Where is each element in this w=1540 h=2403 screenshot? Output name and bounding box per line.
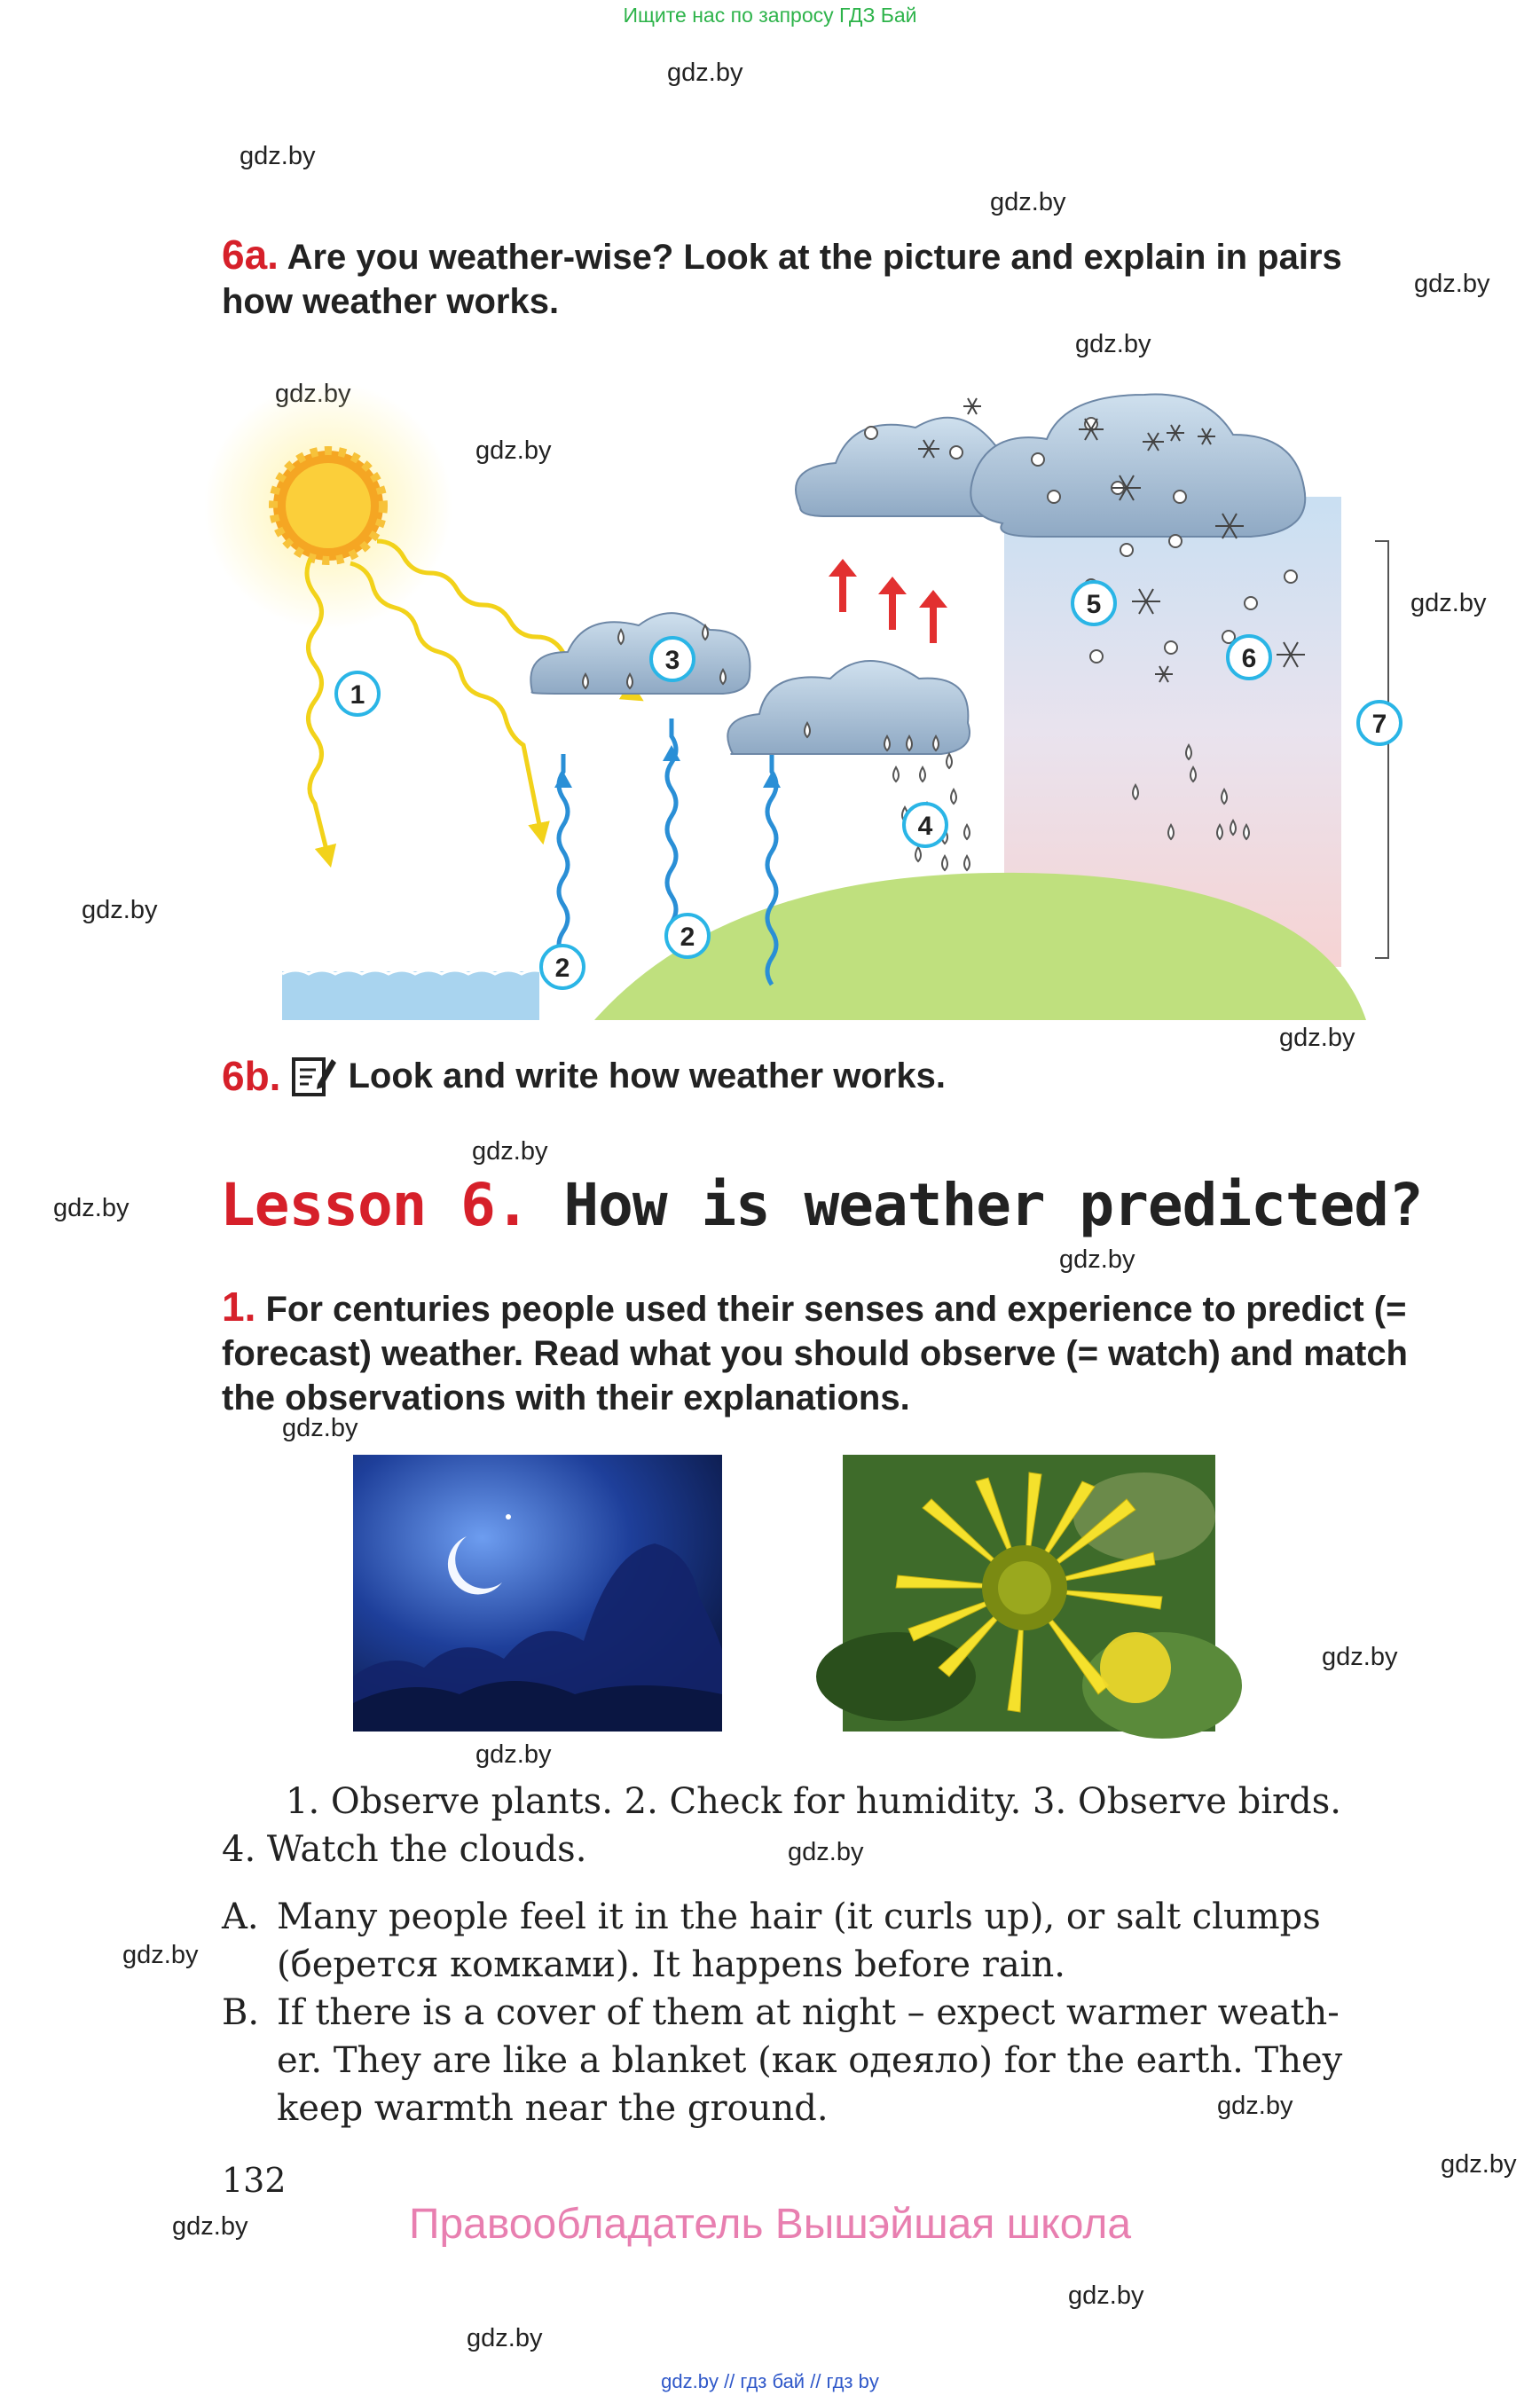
task-1-text: For centuries people used their senses and experience to predict (= forecast) weather. Read what you should observe (= watch) and match the observations with their explanations. [222,1290,1408,1417]
diagram-label-3: 3 [664,646,680,675]
watermark: gdz.by [82,896,158,924]
watermark: gdz.by [172,2212,248,2241]
weather-cycle-diagram [204,364,1387,1020]
watermark: gdz.by [1410,589,1487,617]
lesson-heading [220,1171,1423,1239]
explanation-b-line-1: If there is a cover of them at night – expect warmer weath- [277,1992,1340,2033]
lesson-number: Lesson 6. [220,1171,530,1239]
watermark: gdz.by [53,1194,130,1222]
rising-air-arrows [829,559,947,643]
explanation-b-line-2: er. They are like a blanket (как одеяло) for the earth. They [277,2040,1343,2081]
observations-line-2: 4. Watch the clouds. [222,1829,587,1870]
watermark: gdz.by [282,1414,358,1442]
explanation-a-letter: A. [222,1896,259,1937]
watermark: gdz.by [475,1740,552,1769]
watermark: gdz.by [1217,2092,1293,2120]
task-6b-text: Look and write how weather works. [348,1056,946,1095]
diagram-label-2a: 2 [554,954,570,983]
watermark: gdz.by [667,59,743,87]
copyright-notice: Правообладатель Вышэйшая школа [408,2201,1132,2248]
watermark: gdz.by [1322,1643,1398,1671]
water [282,971,539,1020]
diagram-label-5: 5 [1086,590,1102,619]
explanation-b-line-3: keep warmth near the ground. [277,2088,829,2129]
diagram-label-2b: 2 [680,923,695,952]
watermark: gdz.by [788,1838,864,1866]
watermark: gdz.by [1075,330,1151,358]
page-number: 132 [222,2161,287,2200]
bracket [1375,541,1388,958]
bottom-links[interactable]: gdz.by // гдз бай // гдз by [661,2370,879,2392]
sun-icon [204,381,452,630]
task-6a-number: 6a. [222,232,279,278]
snow-cloud-large [970,395,1305,537]
watermark: gdz.by [990,188,1066,216]
task-6b [222,1054,1410,1098]
watermark: gdz.by [475,436,552,465]
diagram-label-6: 6 [1241,644,1257,673]
task-1-number: 1. [222,1284,256,1330]
watermark: gdz.by [472,1137,548,1166]
lesson-title: How is weather predicted? [563,1171,1423,1239]
watermark: gdz.by [122,1941,199,1969]
watermark: gdz.by [1414,270,1490,298]
explanation-a-line-1: Many people feel it in the hair (it curls up), or salt clumps [277,1896,1321,1937]
explanation-b-letter: B. [222,1992,260,2033]
watermark: gdz.by [1068,2281,1144,2310]
rain-cloud-small [530,613,750,694]
watermark: gdz.by [1059,1245,1135,1274]
task-6b-number: 6b. [222,1053,281,1099]
pencil-notebook-icon [291,1054,337,1098]
observations-line-1: 1. Observe plants. 2. Check for humidity. 3. Observe birds. [286,1781,1341,1822]
diagram-label-1: 1 [350,680,365,710]
top-banner[interactable]: Ищите нас по запросу ГДЗ Бай [623,4,917,27]
watermark: gdz.by [1279,1024,1355,1052]
watermark: gdz.by [467,2324,543,2352]
moon-night-photo [353,1455,722,1732]
watermark: gdz.by [1441,2150,1517,2179]
diagram-label-4: 4 [917,812,933,841]
task-1 [222,1284,1410,1420]
diagram-label-7: 7 [1371,710,1387,739]
explanation-a-line-2: (берется комками). It happens before rain. [277,1944,1065,1985]
task-6a [222,232,1410,324]
watermark: gdz.by [240,142,316,170]
flower-photo [843,1455,1215,1732]
task-6a-text: Are you weather-wise? Look at the picture and explain in pairs how weather works. [222,238,1342,321]
